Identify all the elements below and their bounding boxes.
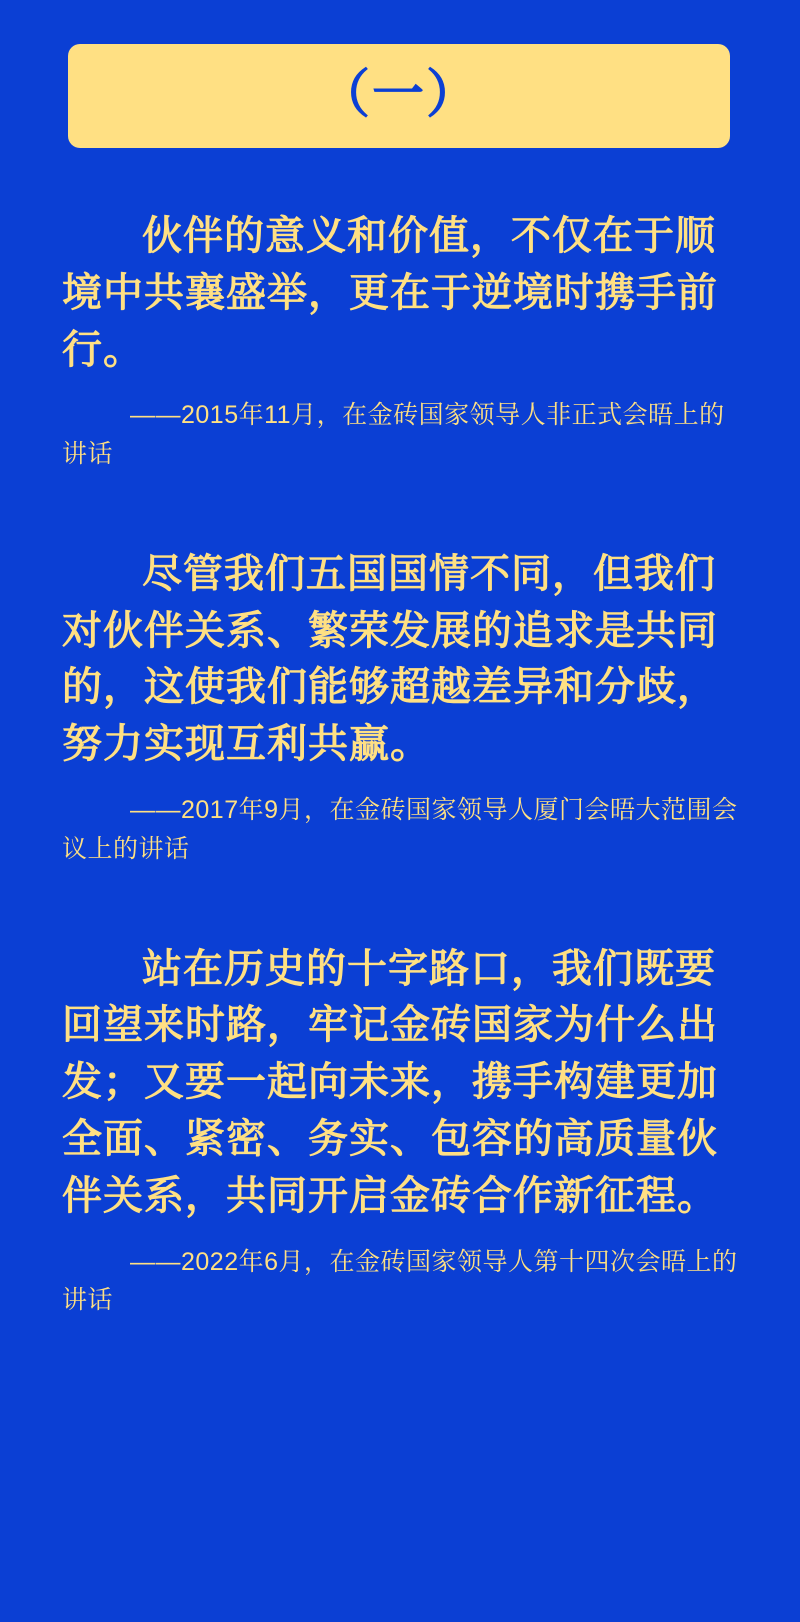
section-banner	[68, 44, 730, 148]
quotes-container	[0, 150, 800, 1366]
quote-text: 尽管我们五国国情不同，但我们对伙伴关系、繁荣发展的追求是共同的，这使我们能够超越差异和分歧，努力实现互利共赢。	[62, 550, 718, 767]
section-banner-label: （一）	[317, 67, 480, 124]
quote-block	[62, 208, 738, 474]
quote-text: 站在历史的十字路口，我们既要回望来时路，牢记金砖国家为什么出发；又要一起向未来，携手构建更加全面、紧密、务实、包容的高质量伙伴关系，共同开启金砖合作新征程。	[62, 945, 718, 1218]
quote-block	[62, 941, 738, 1320]
quote-source: ——2017年9月，在金砖国家领导人厦门会晤大范围会议上的讲话	[62, 796, 738, 863]
quote-block	[62, 546, 738, 869]
quote-source: ——2022年6月，在金砖国家领导人第十四次会晤上的讲话	[62, 1247, 738, 1315]
quote-source: ——2015年11月，在金砖国家领导人非正式会晤上的讲话	[62, 401, 725, 469]
quote-text: 伙伴的意义和价值，不仅在于顺境中共襄盛举，更在于逆境时携手前行。	[62, 213, 718, 372]
